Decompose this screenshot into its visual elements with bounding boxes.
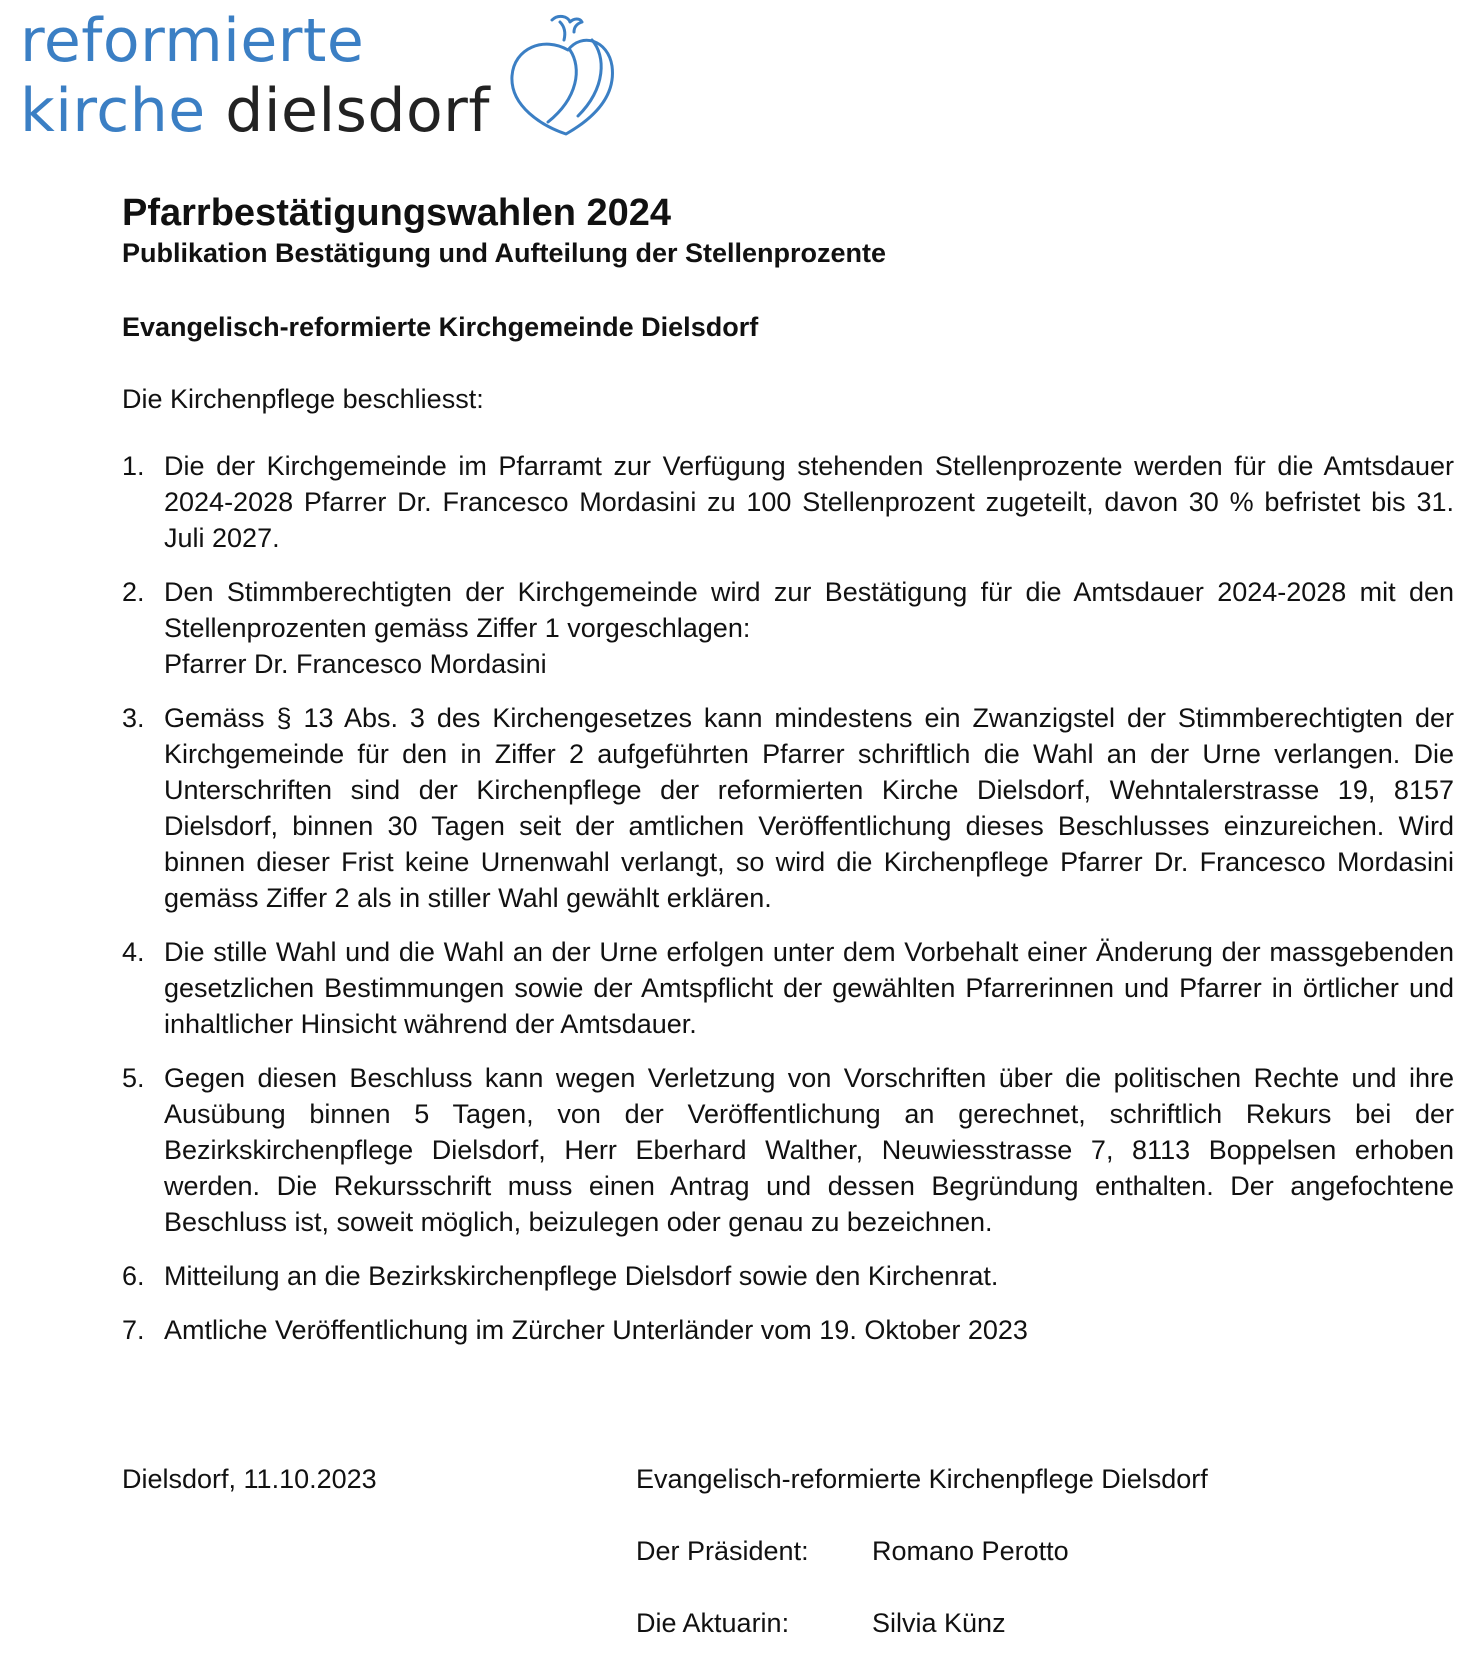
- decision-text: Den Stimmberechtigten der Kirchgemeinde wird zur Bestätigung für die Amtsdauer 2024-2028 mit den Stellenprozenten gemäss Ziffer 1 vorgeschlagen:: [164, 577, 1454, 643]
- publication: [122, 190, 1454, 1366]
- signing-organization: Evangelisch-reformierte Kirchenpflege Dielsdorf: [636, 1464, 1208, 1494]
- logo-word-dielsdorf: dielsdorf: [225, 76, 490, 146]
- decision-number: 7.: [122, 1315, 145, 1345]
- decision-number: 1.: [122, 451, 145, 481]
- decision-number: 6.: [122, 1261, 145, 1291]
- decision-item: [122, 1312, 1454, 1348]
- decision-text-wrapper: [164, 574, 1454, 682]
- page-subtitle: Publikation Bestätigung und Aufteilung der Stellenprozente: [122, 238, 887, 268]
- decision-item: [122, 1258, 1454, 1294]
- dove-heart-icon: [508, 10, 628, 140]
- decision-number: 2.: [122, 577, 145, 607]
- decision-item: [122, 448, 1454, 556]
- intro-text: Die Kirchenpflege beschliesst:: [122, 384, 484, 414]
- decision-text: Mitteilung an die Bezirkskirchenpflege Dielsdorf sowie den Kirchenrat.: [164, 1261, 999, 1291]
- decision-list: [122, 448, 1454, 1348]
- decision-number: 3.: [122, 703, 145, 733]
- page-title: Pfarrbestätigungswahlen 2024: [122, 192, 672, 234]
- decision-item: [122, 1060, 1454, 1240]
- decision-text: Gegen diesen Beschluss kann wegen Verletzung von Vorschriften über die politischen Rechte und ihre Ausübung binnen 5 Tagen, von der Veröffentlichung an gerechnet, schriftlich Rekurs bei der Bezirkskirchenpflege Dielsdorf, Herr Eberhard Walther, Neuwiesstrasse 7, 8113 Boppelsen erhoben werden. Die Rekursschrift muss einen Antrag und dessen Begründung enthalten. Der angefochtene Beschluss ist, soweit möglich, beizulegen oder genau zu bezeichnen.: [164, 1063, 1454, 1237]
- decision-item: [122, 934, 1454, 1042]
- decision-number: 5.: [122, 1063, 145, 1093]
- logo-word-kirche: kirche: [20, 76, 206, 146]
- decision-item: [122, 574, 1454, 682]
- decision-text: Amtliche Veröffentlichung im Zürcher Unterländer vom 19. Oktober 2023: [164, 1315, 1028, 1345]
- president-name: Romano Perotto: [872, 1536, 1069, 1566]
- logo-wordmark-line1: reformierte: [20, 6, 365, 76]
- decision-text: Die stille Wahl und die Wahl an der Urne erfolgen unter dem Vorbehalt einer Änderung der massgebenden gesetzlichen Bestimmungen sowie der Amtspflicht der gewählten Pfarrerinnen und Pfarrer in örtlicher und inhaltlicher Hinsicht während der Amtsdauer.: [164, 937, 1454, 1039]
- decision-item: [122, 700, 1454, 916]
- secretary-role: Die Aktuarin:: [636, 1608, 790, 1638]
- secretary-name: Silvia Künz: [872, 1608, 1006, 1638]
- logo: [20, 4, 660, 154]
- signature-block: [122, 1462, 1454, 1652]
- logo-wordmark-line2: [20, 76, 490, 146]
- decision-text: Gemäss § 13 Abs. 3 des Kirchengesetzes kann mindestens ein Zwanzigstel der Stimmberechtigten der Kirchgemeinde für den in Ziffer 2 aufgeführten Pfarrer schriftlich die Wahl an der Urne verlangen. Die Unterschriften sind der Kirchenpflege der reformierten Kirche Dielsdorf, Wehntalerstrasse 19, 8157 Dielsdorf, binnen 30 Tagen seit der amtlichen Veröffentlichung dieses Beschlusses einzureichen. Wird binnen dieser Frist keine Urnenwahl verlangt, so wird die Kirchenpflege Pfarrer Dr. Francesco Mordasini gemäss Ziffer 2 als in stiller Wahl gewählt erklären.: [164, 703, 1454, 913]
- decision-candidate: Pfarrer Dr. Francesco Mordasini: [164, 649, 547, 679]
- decision-number: 4.: [122, 937, 145, 967]
- decision-text: Die der Kirchgemeinde im Pfarramt zur Verfügung stehenden Stellenprozente werden für die Amtsdauer 2024-2028 Pfarrer Dr. Francesco Mordasini zu 100 Stellenprozent zugeteilt, davon 30 % befristet bis 31. Juli 2027.: [164, 451, 1454, 553]
- president-role: Der Präsident:: [636, 1536, 809, 1566]
- place-date: Dielsdorf, 11.10.2023: [122, 1464, 377, 1494]
- organization-heading: Evangelisch-reformierte Kirchgemeinde Dielsdorf: [122, 312, 759, 342]
